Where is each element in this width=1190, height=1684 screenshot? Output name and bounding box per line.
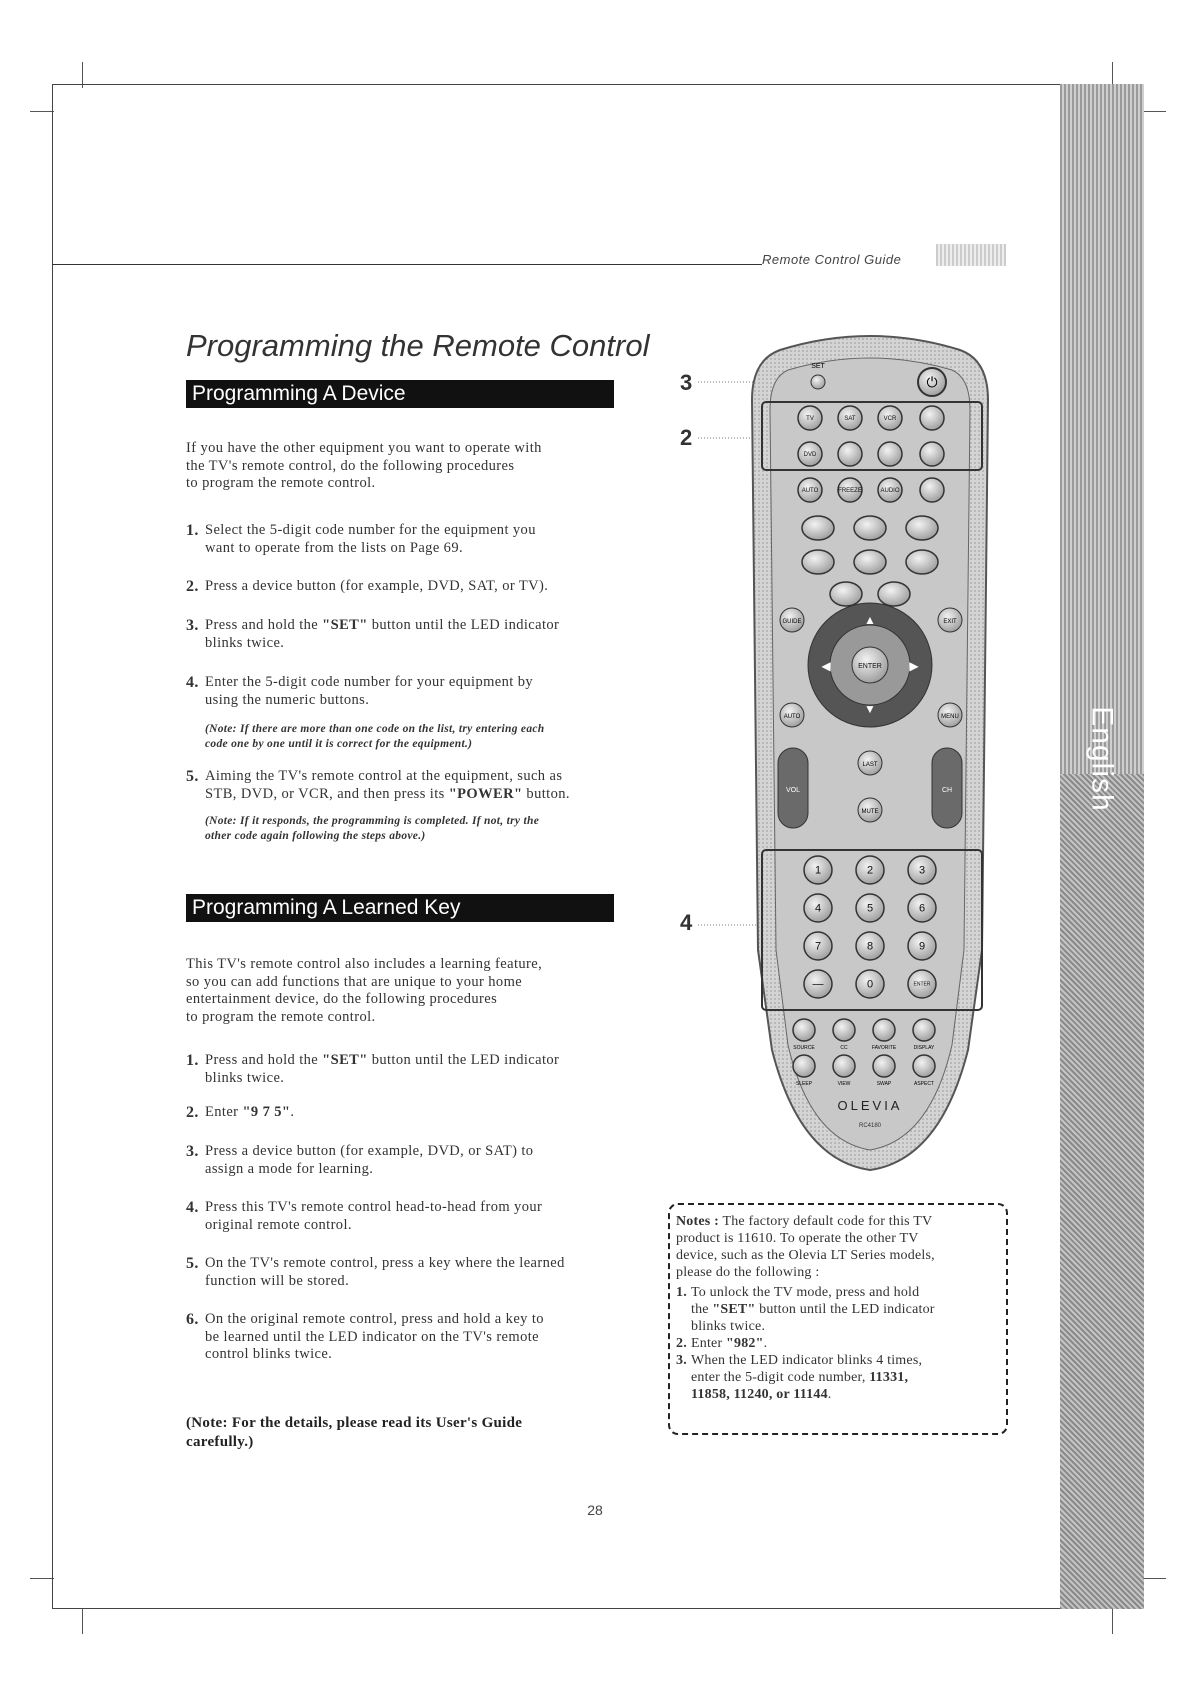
digit-button-label: 6 [918,902,926,915]
svg-text:▲: ▲ [864,613,876,627]
language-label: English [1086,706,1119,812]
transport-button [854,550,886,574]
digit-button-label: 3 [918,864,926,877]
device-button-label: VCR [883,416,897,422]
digit-button-label: 4 [814,902,822,915]
function-button-label: SLEEP [795,1081,813,1087]
section1-note-b: (Note: If it responds, the programming is completed. If not, try the other code again following the steps above.) [205,815,540,842]
device-button [878,442,902,466]
crop-mark [1142,1578,1166,1579]
transport-button [854,516,886,540]
section1-step-3: 3. Press and hold the "SET" button until the LED indicator blinks twice. [186,617,560,651]
running-header: Remote Control Guide [762,252,902,267]
digit-button-label: 1 [814,864,822,877]
section1-step-1: 1. Select the 5-digit code number for the equipment you want to operate from the lists on Page 69. [186,522,536,556]
language-side-tab [1060,84,1144,1609]
section2-step-2: 2. Enter "9 7 5". [186,1104,295,1121]
function-button [793,1019,815,1041]
function-button-label: DISPLAY [913,1045,935,1051]
crop-mark [1112,1608,1113,1634]
svg-text:SET: SET [811,363,825,370]
device-button [920,442,944,466]
svg-text:GUIDE: GUIDE [782,619,802,625]
device-button [920,478,944,502]
svg-text:▶: ▶ [909,659,919,673]
section1-step-5: 5. Aiming the TV's remote control at the equipment, such as STB, DVD, or VCR, and then press its "POWER" button. [186,768,570,802]
function-button [913,1019,935,1041]
digit-button-label: 2 [866,864,874,877]
remote-control-illustration [670,330,1010,1190]
section2-step-6: 6. On the original remote control, press and hold a key to be learned until the LED indicator on the TV's remote control blinks twice. [186,1311,544,1362]
digit-button-label: 5 [866,902,874,915]
svg-text:▼: ▼ [864,702,876,716]
transport-button [802,516,834,540]
function-button-label: SOURCE [793,1045,815,1051]
function-button-label: SWAP [876,1081,892,1087]
section-heading-learned-key: Programming A Learned Key [186,894,614,922]
notes-step-1: 1. To unlock the TV mode, press and hold the "SET" button until the LED indicator blinks twice. [676,1285,935,1334]
svg-text:VOL: VOL [785,787,801,794]
section2-step-5: 5. On the TV's remote control, press a key where the learned function will be stored. [186,1255,565,1289]
svg-text:OLEVIA: OLEVIA [837,1098,903,1113]
section1-note-a: (Note: If there are more than one code on the list, try entering each code one by one until it is correct for the equipment.) [205,723,545,750]
notes-box: Notes : The factory default code for this TV product is 11610. To operate the other TV device, such as the Olevia LT Series models, please do the following : 1. To unlock the TV mode, press and hold the "SET" button until the LED indicator blinks twice. 2. Enter "982". 3. When the LED indicator blinks 4 times, enter the 5-digit code number, 11331, 11858, 11240, or 11144. [668,1203,1008,1435]
function-button-label: ASPECT [913,1081,935,1087]
device-button [838,442,862,466]
section2-intro: This TV's remote control also includes a learning feature, so you can add functions that are unique to your home entertainment device, do the following procedures to program the remote control. [186,956,543,1025]
callout-4: 4 [680,910,693,935]
function-button-label: CC [840,1045,848,1051]
function-button-label: FAVORITE [871,1045,897,1051]
transport-button [906,516,938,540]
device-button-label: AUDIO [880,488,900,494]
svg-text:AUTO: AUTO [783,714,801,720]
digit-button-label: — [812,978,824,991]
callout-2: 2 [680,425,693,450]
section-heading-programming-device: Programming A Device [186,380,614,408]
function-button [913,1055,935,1077]
svg-text:◀: ◀ [821,659,831,673]
section1-intro: If you have the other equipment you want to operate with the TV's remote control, do the following procedures to program the remote control. [186,440,542,491]
function-button [873,1019,895,1041]
svg-text:LAST: LAST [862,762,878,768]
function-button [793,1055,815,1077]
section2-step-1: 1. Press and hold the "SET" button until the LED indicator blinks twice. [186,1052,560,1086]
function-button-label: VIEW [837,1081,851,1087]
record-stop-button [878,582,910,606]
crop-mark [82,1608,83,1634]
callout-3: 3 [680,370,693,395]
notes-step-3: 3. When the LED indicator blinks 4 times, enter the 5-digit code number, 11331, 11858, 11240, or 11144. [676,1353,923,1402]
section1-step-2: 2. Press a device button (for example, DVD, SAT, or TV). [186,578,549,595]
device-button-label: DVD [803,452,817,458]
svg-text:RC4180: RC4180 [858,1123,882,1129]
section1-step-4: 4. Enter the 5-digit code number for your equipment by using the numeric buttons. [186,674,534,708]
page-number: 28 [587,1502,603,1518]
digit-button-label: ENTER [913,981,931,988]
side-tab-pattern [1060,774,1144,1609]
svg-text:⏻: ⏻ [926,375,938,391]
function-button [833,1055,855,1077]
svg-text:MUTE: MUTE [861,809,879,815]
section2-step-4: 4. Press this TV's remote control head-to-head from your original remote control. [186,1199,543,1233]
svg-text:MENU: MENU [941,714,959,720]
crop-mark [1142,111,1166,112]
svg-text:EXIT: EXIT [943,619,957,625]
digit-button-label: 0 [866,978,874,991]
section2-step-3: 3. Press a device button (for example, DVD, or SAT) to assign a mode for learning. [186,1143,534,1177]
device-button-label: TV [806,416,814,422]
transport-button [802,550,834,574]
crop-mark [30,1578,54,1579]
digit-button-label: 9 [918,940,926,953]
header-rule [52,264,762,265]
final-note: (Note: For the details, please read its User's Guide carefully.) [186,1415,523,1450]
digit-button-label: 7 [814,940,822,953]
device-button-label: AUTO [801,488,819,494]
header-decoration [936,244,1006,266]
digit-button-label: 8 [866,940,874,953]
svg-text:ENTER: ENTER [858,663,882,670]
transport-button [906,550,938,574]
record-stop-button [830,582,862,606]
function-button [833,1019,855,1041]
notes-step-2: 2. Enter "982". [676,1336,768,1351]
crop-mark [30,111,54,112]
device-button-label: SAT [844,416,856,422]
device-button-label: FREEZE [838,488,862,494]
page-title: Programming the Remote Control [186,328,650,363]
svg-text:CH: CH [941,787,953,794]
function-button [873,1055,895,1077]
device-button [920,406,944,430]
